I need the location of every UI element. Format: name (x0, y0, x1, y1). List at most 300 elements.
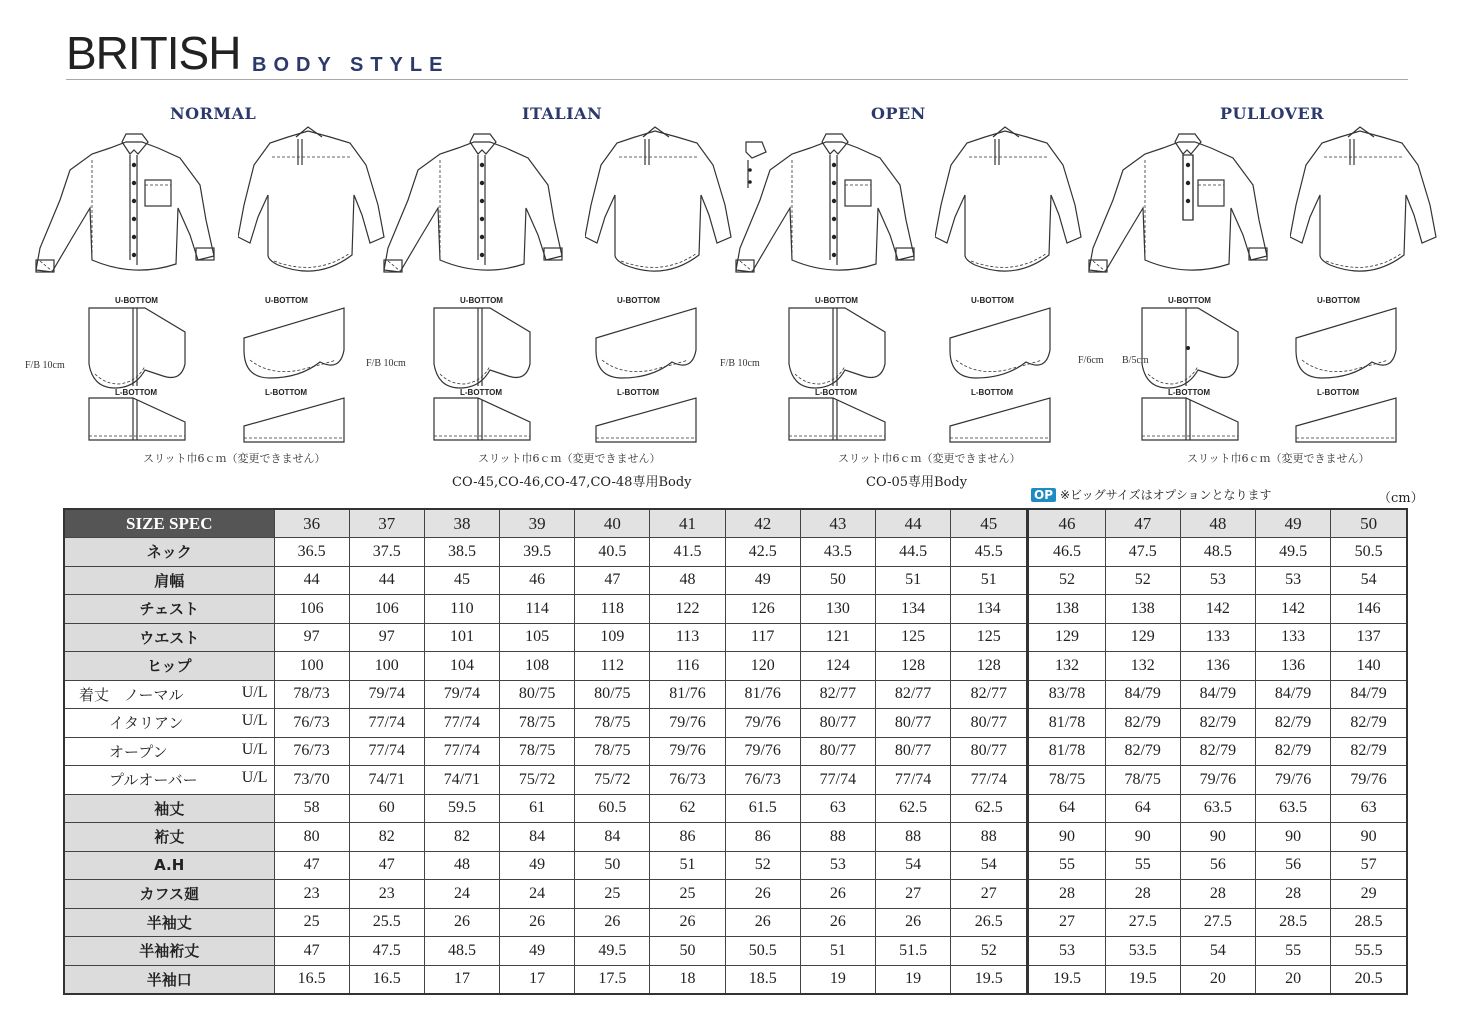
table-cell: 61.5 (725, 794, 800, 823)
row-label-text: ウエスト (139, 628, 200, 647)
table-cell: 90 (1028, 823, 1105, 852)
table-cell: 80/77 (800, 737, 875, 766)
size-col-50: 50 (1331, 509, 1407, 538)
table-cell: 45.5 (951, 538, 1028, 567)
table-cell: 80/77 (876, 737, 951, 766)
table-cell: 51 (876, 566, 951, 595)
normal-l-bottom-front (85, 392, 195, 456)
table-cell: 60.5 (575, 794, 650, 823)
table-cell: 27.5 (1180, 908, 1255, 937)
table-cell: 28 (1180, 880, 1255, 909)
table-cell: 47 (274, 851, 349, 880)
table-row (64, 737, 1407, 766)
row-label (64, 623, 274, 652)
normal-u-bottom-label: U-BOTTOM (115, 296, 158, 305)
table-cell: 117 (725, 623, 800, 652)
table-cell: 79/74 (349, 680, 424, 709)
table-cell: 24 (500, 880, 575, 909)
row-label (64, 766, 274, 795)
table-cell: 55 (1105, 851, 1180, 880)
table-cell: 122 (650, 595, 725, 624)
table-cell: 18.5 (725, 965, 800, 994)
table-row (64, 595, 1407, 624)
size-col-48: 48 (1180, 509, 1255, 538)
pullover-front-illustration (1083, 130, 1283, 294)
row-label-text: ネック (146, 543, 192, 562)
size-col-40: 40 (575, 509, 650, 538)
size-col-36: 36 (274, 509, 349, 538)
table-cell: 44 (274, 566, 349, 595)
table-cell: 26 (725, 908, 800, 937)
brand-subtitle: BODY STYLE (252, 54, 450, 76)
table-cell: 146 (1331, 595, 1407, 624)
pullover-u-bottom-front (1138, 304, 1248, 398)
table-cell: 54 (951, 851, 1028, 880)
italian-u-bottom-front (430, 304, 540, 398)
table-cell: 82/79 (1255, 709, 1330, 738)
table-cell: 118 (575, 595, 650, 624)
table-row (64, 709, 1407, 738)
table-cell: 23 (274, 880, 349, 909)
table-cell: 56 (1180, 851, 1255, 880)
table-cell: 133 (1180, 623, 1255, 652)
table-cell: 63.5 (1255, 794, 1330, 823)
row-label-text: 半袖丈 (146, 913, 192, 932)
table-cell: 80/77 (800, 709, 875, 738)
size-col-44: 44 (876, 509, 951, 538)
table-row (64, 851, 1407, 880)
table-cell: 97 (274, 623, 349, 652)
table-cell: 62.5 (876, 794, 951, 823)
table-cell: 80/77 (876, 709, 951, 738)
table-cell: 101 (424, 623, 499, 652)
table-cell: 47 (274, 937, 349, 966)
table-cell: 82/77 (876, 680, 951, 709)
unit-label: （cm） (1378, 491, 1424, 506)
table-cell: 49.5 (1255, 538, 1330, 567)
table-cell: 112 (575, 652, 650, 681)
table-cell: 114 (500, 595, 575, 624)
table-cell: 28.5 (1331, 908, 1407, 937)
row-label-text: 肩幅 (154, 571, 185, 590)
table-cell: 110 (424, 595, 499, 624)
table-cell: 80 (274, 823, 349, 852)
table-cell: 45 (424, 566, 499, 595)
table-cell: 75/72 (500, 766, 575, 795)
ul-indicator: U/L (241, 769, 268, 787)
pullover-l-bottom-back (1292, 392, 1402, 456)
table-cell: 16.5 (274, 965, 349, 994)
table-cell: 51 (951, 566, 1028, 595)
brand-title: BRITISH (66, 27, 241, 79)
table-cell: 105 (500, 623, 575, 652)
table-cell: 125 (951, 623, 1028, 652)
table-cell: 76/73 (274, 737, 349, 766)
table-cell: 49 (500, 937, 575, 966)
table-cell: 27.5 (1105, 908, 1180, 937)
table-cell: 26 (876, 908, 951, 937)
size-col-41: 41 (650, 509, 725, 538)
open-l-bottom-front (785, 392, 895, 456)
table-cell: 19.5 (1028, 965, 1105, 994)
table-cell: 75/72 (575, 766, 650, 795)
table-cell: 88 (876, 823, 951, 852)
table-cell: 77/74 (424, 737, 499, 766)
table-cell: 41.5 (650, 538, 725, 567)
open-slit-note: スリット巾6ｃｍ（変更できません） (838, 452, 1021, 465)
size-col-38: 38 (424, 509, 499, 538)
table-cell: 26 (500, 908, 575, 937)
ul-indicator: U/L (241, 683, 268, 701)
table-cell: 113 (650, 623, 725, 652)
normal-slit-note: スリット巾6ｃｍ（変更できません） (143, 452, 326, 465)
table-cell: 27 (876, 880, 951, 909)
table-cell: 28 (1105, 880, 1180, 909)
ul-indicator: U/L (241, 740, 268, 758)
table-cell: 81/78 (1028, 709, 1105, 738)
table-cell: 142 (1255, 595, 1330, 624)
table-cell: 27 (951, 880, 1028, 909)
table-cell: 25 (575, 880, 650, 909)
table-cell: 88 (800, 823, 875, 852)
pullover-l-bottom-front (1138, 392, 1248, 456)
size-col-47: 47 (1105, 509, 1180, 538)
size-col-43: 43 (800, 509, 875, 538)
table-cell: 26.5 (951, 908, 1028, 937)
table-cell: 20 (1180, 965, 1255, 994)
table-cell: 51.5 (876, 937, 951, 966)
normal-back-illustration (238, 125, 388, 289)
table-cell: 60 (349, 794, 424, 823)
row-label (64, 737, 274, 766)
table-cell: 79/76 (1331, 766, 1407, 795)
row-label-text: 裄丈 (154, 828, 185, 847)
row-label (64, 566, 274, 595)
table-cell: 44 (349, 566, 424, 595)
table-cell: 77/74 (800, 766, 875, 795)
table-cell: 126 (725, 595, 800, 624)
table-cell: 55.5 (1331, 937, 1407, 966)
table-cell: 77/74 (349, 709, 424, 738)
table-cell: 79/76 (725, 709, 800, 738)
table-cell: 28 (1028, 880, 1105, 909)
style-title-italian: ITALIAN (522, 104, 603, 123)
open-collar-detail (738, 140, 768, 194)
row-label (64, 538, 274, 567)
table-cell: 84/79 (1255, 680, 1330, 709)
italian-l-bottom-back-label: L-BOTTOM (617, 388, 660, 397)
table-cell: 80/75 (500, 680, 575, 709)
table-cell: 54 (1180, 937, 1255, 966)
table-cell: 74/71 (349, 766, 424, 795)
table-cell: 79/76 (1255, 766, 1330, 795)
table-cell: 52 (951, 937, 1028, 966)
table-cell: 52 (1028, 566, 1105, 595)
table-cell: 78/73 (274, 680, 349, 709)
table-cell: 26 (424, 908, 499, 937)
table-cell: 76/73 (650, 766, 725, 795)
table-cell: 74/71 (424, 766, 499, 795)
table-cell: 27 (1028, 908, 1105, 937)
open-l-bottom-back-label: L-BOTTOM (971, 388, 1014, 397)
table-cell: 61 (500, 794, 575, 823)
table-cell: 26 (800, 908, 875, 937)
row-label (64, 880, 274, 909)
row-label-text: プルオーバー (79, 771, 198, 790)
table-cell: 81/76 (725, 680, 800, 709)
table-cell: 46 (500, 566, 575, 595)
open-l-bottom-back (946, 392, 1056, 456)
table-cell: 128 (876, 652, 951, 681)
table-cell: 47.5 (349, 937, 424, 966)
table-cell: 129 (1028, 623, 1105, 652)
row-label (64, 680, 274, 709)
table-cell: 64 (1028, 794, 1105, 823)
pullover-fb-measure: F/6cm (1078, 355, 1104, 366)
table-cell: 49 (725, 566, 800, 595)
normal-l-bottom-back (240, 392, 350, 456)
row-label-text: ヒップ (146, 657, 192, 676)
table-cell: 82/79 (1255, 737, 1330, 766)
size-col-49: 49 (1255, 509, 1330, 538)
table-cell: 43.5 (800, 538, 875, 567)
table-cell: 48 (424, 851, 499, 880)
table-cell: 76/73 (725, 766, 800, 795)
size-col-46: 46 (1028, 509, 1105, 538)
table-cell: 51 (650, 851, 725, 880)
open-u-bottom-back-label: U-BOTTOM (971, 296, 1014, 305)
table-cell: 78/75 (1105, 766, 1180, 795)
table-cell: 48.5 (1180, 538, 1255, 567)
table-cell: 106 (274, 595, 349, 624)
table-cell: 19 (800, 965, 875, 994)
table-cell: 82/79 (1105, 737, 1180, 766)
table-cell: 23 (349, 880, 424, 909)
table-row (64, 908, 1407, 937)
table-cell: 130 (800, 595, 875, 624)
table-cell: 82/79 (1331, 709, 1407, 738)
table-cell: 19.5 (1105, 965, 1180, 994)
table-cell: 47 (349, 851, 424, 880)
table-cell: 48.5 (424, 937, 499, 966)
table-cell: 82/79 (1180, 737, 1255, 766)
table-cell: 84/79 (1180, 680, 1255, 709)
table-cell: 51 (800, 937, 875, 966)
table-cell: 77/74 (951, 766, 1028, 795)
table-cell: 81/78 (1028, 737, 1105, 766)
table-cell: 77/74 (424, 709, 499, 738)
table-cell: 20 (1255, 965, 1330, 994)
table-cell: 52 (725, 851, 800, 880)
table-cell: 83/78 (1028, 680, 1105, 709)
italian-l-bottom-back (592, 392, 702, 456)
row-label-text: チェスト (139, 600, 200, 619)
table-cell: 25.5 (349, 908, 424, 937)
table-cell: 134 (951, 595, 1028, 624)
table-cell: 132 (1105, 652, 1180, 681)
italian-u-bottom-back-label: U-BOTTOM (617, 296, 660, 305)
table-cell: 90 (1180, 823, 1255, 852)
table-cell: 20.5 (1331, 965, 1407, 994)
table-cell: 46.5 (1028, 538, 1105, 567)
pullover-u-bottom-back (1292, 304, 1402, 388)
table-cell: 58 (274, 794, 349, 823)
table-cell: 100 (349, 652, 424, 681)
pullover-u-bottom-back-label: U-BOTTOM (1317, 296, 1360, 305)
table-cell: 28.5 (1255, 908, 1330, 937)
table-cell: 25 (274, 908, 349, 937)
table-cell: 26 (725, 880, 800, 909)
style-title-pullover: PULLOVER (1220, 104, 1325, 123)
table-cell: 17.5 (575, 965, 650, 994)
row-label-text: 袖丈 (154, 799, 185, 818)
size-spec-table (63, 508, 1408, 995)
table-cell: 50 (575, 851, 650, 880)
page-header (66, 27, 1408, 80)
table-cell: 42.5 (725, 538, 800, 567)
op-badge: OP (1031, 488, 1056, 502)
table-cell: 54 (1331, 566, 1407, 595)
table-cell: 53 (1255, 566, 1330, 595)
pullover-u-bottom-label: U-BOTTOM (1168, 296, 1211, 305)
row-label (64, 709, 274, 738)
table-cell: 26 (650, 908, 725, 937)
op-note-text: ※ビッグサイズはオプションとなります (1060, 488, 1272, 502)
table-cell: 142 (1180, 595, 1255, 624)
table-row (64, 880, 1407, 909)
table-cell: 17 (500, 965, 575, 994)
table-row (64, 652, 1407, 681)
table-cell: 136 (1180, 652, 1255, 681)
open-u-bottom-label: U-BOTTOM (815, 296, 858, 305)
table-cell: 136 (1255, 652, 1330, 681)
italian-slit-note: スリット巾6ｃｍ（変更できません） (478, 452, 661, 465)
table-cell: 18 (650, 965, 725, 994)
italian-l-bottom-front (430, 392, 540, 456)
table-cell: 78/75 (500, 709, 575, 738)
table-cell: 57 (1331, 851, 1407, 880)
size-col-37: 37 (349, 509, 424, 538)
table-cell: 124 (800, 652, 875, 681)
table-cell: 29 (1331, 880, 1407, 909)
table-cell: 19 (876, 965, 951, 994)
op-note (1031, 486, 1272, 503)
open-back-illustration (935, 125, 1085, 289)
table-cell: 82/79 (1331, 737, 1407, 766)
normal-u-bottom-back-label: U-BOTTOM (265, 296, 308, 305)
table-cell: 76/73 (274, 709, 349, 738)
row-label (64, 851, 274, 880)
open-body-note: CO-05専用Body (866, 475, 968, 490)
table-cell: 59.5 (424, 794, 499, 823)
table-row (64, 766, 1407, 795)
table-cell: 52 (1105, 566, 1180, 595)
table-cell: 81/76 (650, 680, 725, 709)
table-cell: 78/75 (575, 737, 650, 766)
table-cell: 63 (1331, 794, 1407, 823)
table-cell: 100 (274, 652, 349, 681)
table-cell: 53 (1180, 566, 1255, 595)
table-cell: 120 (725, 652, 800, 681)
pullover-l-bottom-back-label: L-BOTTOM (1317, 388, 1360, 397)
table-cell: 54 (876, 851, 951, 880)
row-label (64, 965, 274, 994)
table-cell: 79/76 (650, 709, 725, 738)
pullover-back-illustration (1290, 125, 1440, 289)
table-row (64, 937, 1407, 966)
table-cell: 134 (876, 595, 951, 624)
table-cell: 82/79 (1180, 709, 1255, 738)
open-l-bottom-label: L-BOTTOM (815, 388, 858, 397)
table-row (64, 538, 1407, 567)
table-cell: 137 (1331, 623, 1407, 652)
pullover-slit-note: スリット巾6ｃｍ（変更できません） (1187, 452, 1370, 465)
row-label-text: 半袖裄丈 (139, 942, 200, 961)
table-row (64, 566, 1407, 595)
row-label (64, 937, 274, 966)
row-label (64, 794, 274, 823)
table-cell: 79/76 (650, 737, 725, 766)
table-cell: 77/74 (876, 766, 951, 795)
table-cell: 79/74 (424, 680, 499, 709)
size-col-39: 39 (500, 509, 575, 538)
table-cell: 36.5 (274, 538, 349, 567)
table-cell: 84 (500, 823, 575, 852)
table-cell: 53.5 (1105, 937, 1180, 966)
table-cell: 121 (800, 623, 875, 652)
row-label-text: A.H (154, 856, 185, 875)
table-cell: 49.5 (575, 937, 650, 966)
table-cell: 17 (424, 965, 499, 994)
table-cell: 82 (424, 823, 499, 852)
table-cell: 82 (349, 823, 424, 852)
table-cell: 90 (1331, 823, 1407, 852)
table-cell: 84/79 (1331, 680, 1407, 709)
table-cell: 24 (424, 880, 499, 909)
table-cell: 80/75 (575, 680, 650, 709)
table-cell: 125 (876, 623, 951, 652)
table-cell: 138 (1105, 595, 1180, 624)
table-cell: 90 (1105, 823, 1180, 852)
row-label-text: オープン (79, 742, 168, 761)
size-spec-heading: SIZE SPEC (64, 509, 274, 538)
row-label-text: 着丈 ノーマル (79, 685, 184, 704)
style-title-open: OPEN (871, 104, 926, 123)
table-cell: 50 (800, 566, 875, 595)
table-cell: 55 (1028, 851, 1105, 880)
table-cell: 50.5 (1331, 538, 1407, 567)
open-fb-measure: F/B 10cm (720, 358, 760, 369)
table-cell: 78/75 (575, 709, 650, 738)
normal-l-bottom-back-label: L-BOTTOM (265, 388, 308, 397)
table-row (64, 680, 1407, 709)
table-cell: 79/76 (725, 737, 800, 766)
table-cell: 37.5 (349, 538, 424, 567)
normal-fb-measure: F/B 10cm (25, 360, 65, 371)
table-cell: 63 (800, 794, 875, 823)
table-cell: 104 (424, 652, 499, 681)
table-cell: 109 (575, 623, 650, 652)
table-cell: 77/74 (349, 737, 424, 766)
table-cell: 62.5 (951, 794, 1028, 823)
row-label (64, 652, 274, 681)
table-row (64, 965, 1407, 994)
table-cell: 90 (1255, 823, 1330, 852)
table-cell: 49 (500, 851, 575, 880)
table-cell: 44.5 (876, 538, 951, 567)
table-cell: 62 (650, 794, 725, 823)
table-cell: 129 (1105, 623, 1180, 652)
